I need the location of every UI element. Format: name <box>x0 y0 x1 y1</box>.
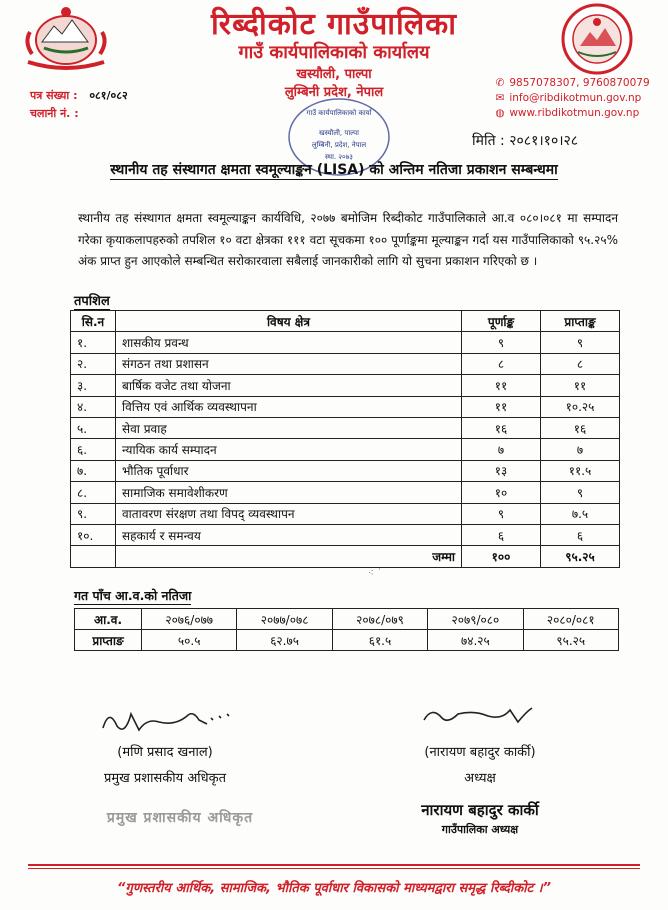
row-sn: ३. <box>71 375 116 396</box>
dispatch-no <box>30 106 79 121</box>
row-sn: ८. <box>71 482 116 503</box>
phone-text: 9857078307, 9760870079 <box>509 77 650 89</box>
website-text: www.ribdikotmun.gov.np <box>509 107 640 119</box>
table-total-row <box>71 546 620 567</box>
office-stamp-line3: लुम्बिनी, प्रदेश, नेपाल <box>311 141 367 149</box>
subject-text: स्थानीय तह संस्थागत क्षमता स्वमूल्याङ्कन (LISA) को अन्तिम नतिजा प्रकाशन सम्बन्धमा <box>110 162 558 178</box>
office-stamp-line1: गाउँ कार्यपालिकाको कार्या <box>306 109 372 117</box>
table-row <box>71 482 620 503</box>
row-area: सहकार्य र समन्वय <box>116 524 462 545</box>
row-full-marks: ११ <box>462 375 541 396</box>
table-row <box>71 417 620 438</box>
ref-no <box>30 88 128 103</box>
scores-table <box>70 310 620 568</box>
result-year: २०८०/०८१ <box>523 609 618 630</box>
row-obtained: ६ <box>541 524 620 545</box>
left-signatory-title: प्रमुख प्रशासकीय अधिकृत <box>103 771 227 786</box>
table-row <box>71 375 620 396</box>
result-score: ९५.२५ <box>523 630 618 651</box>
date-value: २०८१।१०।२८ <box>509 133 579 149</box>
col-obtained: प्राप्ताङ्क <box>541 311 620 332</box>
footer-divider <box>28 864 640 866</box>
subject-line <box>0 160 668 179</box>
results-heading: गत पाँच आ.व.को नतिजा <box>74 588 192 603</box>
row-area: संगठन तथा प्रशासन <box>116 353 462 374</box>
date-label: मिति : <box>472 133 505 149</box>
row-obtained: १०.२५ <box>541 396 620 417</box>
total-obtained: ९५.२५ <box>541 546 620 567</box>
table-row <box>71 396 620 417</box>
left-signatory-name: (मणि प्रसाद खनाल) <box>117 745 213 760</box>
total-empty-cell <box>71 546 116 567</box>
row-obtained: ७.५ <box>541 503 620 524</box>
row-area: वित्तिय एवं आर्थिक व्यवस्थापना <box>116 396 462 417</box>
contact-phone <box>494 77 650 89</box>
row-full-marks: ७ <box>462 439 541 460</box>
signature-right <box>418 702 538 730</box>
office-stamp-line2: खस्यौली, पाल्पा <box>319 129 359 137</box>
result-score: ६२.७५ <box>237 630 332 651</box>
body-paragraph: स्थानीय तह संस्थागत क्षमता स्वमूल्याङ्कन कार्यविधि, २०७७ बमोजिम रिब्दीकोट गाउँपालिकाले आ.व ०८०।०८१ मा सम्पादन गरेका कृयाकलापहरुको तपशिल १० वटा क्षेत्रका १११ वटा सूचकमा १०० पूर्णाङ्कमा मूल्याङ्कन गर्दा यस गाउँपालिकाको ९५.२५% अंक प्राप्त हुन आएकोले सम्बन्धित सरोकारवाला सबैलाई जानकारीको लागि यो सुचना प्रकाशन गरिएको छ । <box>78 211 618 268</box>
result-score: ५०.५ <box>142 630 237 651</box>
table-row <box>71 439 620 460</box>
ref-no-label: पत्र संख्या : <box>30 89 78 102</box>
row-obtained: ११.५ <box>541 460 620 481</box>
details-heading: तपशिल <box>74 291 110 310</box>
row-full-marks: ६ <box>462 524 541 545</box>
row-full-marks: १६ <box>462 417 541 438</box>
row-sn: ७. <box>71 460 116 481</box>
row-obtained: १६ <box>541 417 620 438</box>
row-obtained: ११ <box>541 375 620 396</box>
row-sn: १. <box>71 332 116 353</box>
row-area: शासकीय प्रवन्ध <box>116 332 462 353</box>
letter-date <box>472 131 578 150</box>
col-sn: सि.न <box>71 311 116 332</box>
table-row <box>71 353 620 374</box>
table-row <box>71 524 620 545</box>
office-name: गाउँ कार्यपालिकाको कार्यालय <box>238 42 430 63</box>
result-score: ६१.५ <box>332 630 427 651</box>
row-full-marks: १० <box>462 482 541 503</box>
row-sn: २. <box>71 353 116 374</box>
table-row <box>71 460 620 481</box>
results-years-row <box>75 609 619 630</box>
row-area: भौतिक पूर्वाधार <box>116 460 462 481</box>
result-year: २०७८/०७९ <box>332 609 427 630</box>
year-label: आ.व. <box>75 609 142 630</box>
col-area: विषय क्षेत्र <box>116 311 462 332</box>
location-line-1: खस्यौली, पाल्पा <box>296 67 372 82</box>
org-name: रिब्दीकोट गाउँपालिका <box>211 7 457 42</box>
row-full-marks: ८ <box>462 353 541 374</box>
total-full-marks: १०० <box>462 546 541 567</box>
col-full-marks: पूर्णाङ्क <box>462 311 541 332</box>
result-year: २०७९/०८० <box>428 609 523 630</box>
row-area: न्यायिक कार्य सम्पादन <box>116 439 462 460</box>
contact-email <box>494 92 641 104</box>
total-label: जम्मा <box>116 546 462 567</box>
row-sn: ५. <box>71 417 116 438</box>
row-area: बार्षिक वजेट तथा योजना <box>116 375 462 396</box>
dispatch-label: चलानी नं. : <box>30 107 79 120</box>
row-obtained: ७ <box>541 439 620 460</box>
row-full-marks: ११ <box>462 396 541 417</box>
office-stamp-line4: स्था. २०७३ <box>325 153 353 161</box>
row-sn: १०. <box>71 524 116 545</box>
contact-web <box>494 107 639 119</box>
phone-icon: ✆ <box>495 77 505 89</box>
footer-motto: “गुणस्तरीय आर्थिक, सामाजिक, भौतिक पूर्वाधार विकासको माध्यमद्वारा समृद्ध रिब्दीकोट ।” <box>117 881 551 896</box>
row-area: सेवा प्रवाह <box>116 417 462 438</box>
right-stamp-name: नारायण बहादुर कार्की <box>421 801 539 819</box>
right-signatory-name: (नारायण बहादुर कार्की) <box>424 745 536 760</box>
right-stamp-title: गाउँपालिका अध्यक्ष <box>441 823 519 836</box>
ink-smudge: ⁖ ˙ <box>368 568 383 579</box>
row-sn: ६. <box>71 439 116 460</box>
location-line-2: लुम्बिनी प्रदेश, नेपाल <box>284 85 384 100</box>
result-score: ७४.२५ <box>428 630 523 651</box>
row-obtained: ९ <box>541 482 620 503</box>
left-stamp-title: प्रमुख प्रशासकीय अधिकृत <box>106 810 254 826</box>
ref-no-value: ०८१/०८२ <box>89 89 128 102</box>
footer-divider-thin <box>28 868 640 869</box>
globe-icon: ◍ <box>495 107 505 119</box>
table-header-row <box>71 311 620 332</box>
row-full-marks: ९ <box>462 503 541 524</box>
row-area: वातावरण संरक्षण तथा विपद् व्यवस्थापन <box>116 503 462 524</box>
email-text: info@ribdikotmun.gov.np <box>509 92 642 104</box>
right-signatory-title: अध्यक्ष <box>464 771 496 786</box>
table-row <box>71 332 620 353</box>
signature-left <box>95 700 235 740</box>
row-area: सामाजिक समावेशीकरण <box>116 482 462 503</box>
results-scores-row <box>75 630 619 651</box>
result-year: २०७७/०७८ <box>237 609 332 630</box>
row-obtained: ८ <box>541 353 620 374</box>
email-icon: ✉ <box>495 92 505 104</box>
row-full-marks: ९ <box>462 332 541 353</box>
score-label: प्राप्ताङ <box>75 630 142 651</box>
row-obtained: ९ <box>541 332 620 353</box>
result-year: २०७६/०७७ <box>142 609 237 630</box>
row-full-marks: १३ <box>462 460 541 481</box>
row-sn: ९. <box>71 503 116 524</box>
row-sn: ४. <box>71 396 116 417</box>
table-row <box>71 503 620 524</box>
results-table <box>74 608 619 651</box>
